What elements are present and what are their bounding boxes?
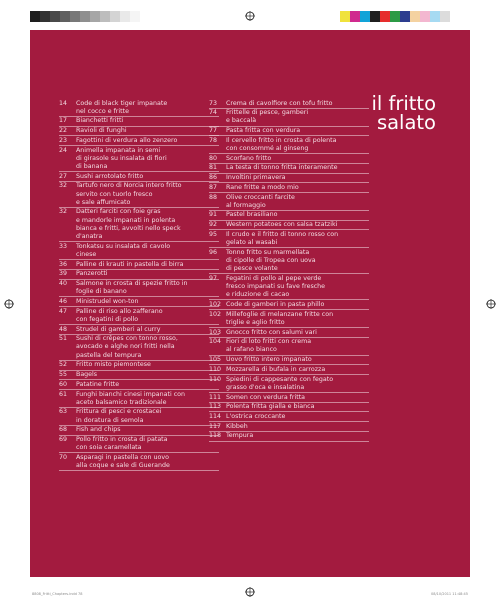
recipe-name: Spiedini di cappesante con fegato grasso d'oca e insalatina bbox=[226, 375, 334, 391]
recipe-name: Funghi bianchi cinesi impanati con aceto balsamico tradizionale bbox=[76, 390, 186, 406]
recipe-page-number: 24 bbox=[59, 146, 68, 154]
registration-mark-icon bbox=[245, 11, 255, 21]
recipe-index-entry bbox=[209, 422, 369, 432]
calibration-swatch bbox=[70, 11, 80, 22]
recipe-page-number: 36 bbox=[59, 260, 68, 268]
recipe-page-number: 105 bbox=[209, 356, 222, 364]
recipe-name: Salmone in crosta di spezie fritto in foglie di banano bbox=[76, 280, 188, 296]
recipe-page-number: 114 bbox=[209, 412, 222, 420]
calibration-swatch bbox=[60, 11, 70, 22]
recipe-name: Il crudo e il fritto di tonno rosso con gelato al wasabi bbox=[226, 230, 339, 247]
calibration-swatch bbox=[360, 11, 370, 22]
recipe-index-entry bbox=[209, 328, 369, 338]
recipe-index-entry bbox=[59, 146, 219, 172]
recipe-page-number: 22 bbox=[59, 127, 68, 135]
recipe-page-number: 39 bbox=[59, 270, 68, 278]
recipe-name: Asparagi in pastella con uovo alla coque e sale di Guerande bbox=[76, 453, 170, 470]
recipe-name: Panzerotti bbox=[76, 270, 108, 278]
recipe-page-number: 81 bbox=[209, 164, 218, 172]
recipe-page-number: 63 bbox=[59, 408, 68, 416]
recipe-name: Palline di krauti in pastella di birra bbox=[76, 260, 184, 268]
recipe-page-number: 87 bbox=[209, 183, 218, 191]
recipe-page-number: 51 bbox=[59, 335, 68, 343]
recipe-index-entry bbox=[209, 356, 369, 366]
recipe-page-number: 110 bbox=[209, 365, 222, 373]
recipe-page-number: 95 bbox=[209, 230, 218, 238]
recipe-index-entry bbox=[59, 335, 219, 361]
recipe-page-number: 27 bbox=[59, 172, 68, 180]
recipe-name: Pastel brasiliano bbox=[226, 211, 278, 219]
recipe-index-entry bbox=[209, 127, 369, 137]
calibration-swatch bbox=[430, 11, 440, 22]
calibration-swatch bbox=[340, 11, 350, 22]
recipe-page-number: 102 bbox=[209, 300, 222, 308]
recipe-page-number: 74 bbox=[209, 109, 218, 117]
registration-mark-icon bbox=[4, 299, 14, 309]
recipe-index-entry bbox=[59, 307, 219, 325]
recipe-name: Frittelle di pesce, gamberi e baccalà bbox=[226, 109, 309, 125]
recipe-index-entry bbox=[59, 453, 219, 471]
recipe-index-entry bbox=[59, 325, 219, 335]
calibration-swatch bbox=[40, 11, 50, 22]
recipe-index-left-column bbox=[59, 99, 219, 471]
recipe-index-entry bbox=[209, 403, 369, 413]
recipe-index-entry bbox=[59, 127, 219, 137]
recipe-index-entry bbox=[209, 230, 369, 248]
recipe-index-entry bbox=[209, 412, 369, 422]
calibration-swatch bbox=[30, 11, 40, 22]
recipe-page-number: 86 bbox=[209, 174, 218, 182]
recipe-name: Uovo fritto intero impanato bbox=[226, 356, 312, 364]
recipe-page-number: 104 bbox=[209, 338, 222, 346]
calibration-swatch bbox=[410, 11, 420, 22]
recipe-index-entry bbox=[59, 172, 219, 182]
recipe-index-entry bbox=[59, 99, 219, 117]
recipe-page-number: 23 bbox=[59, 136, 68, 144]
recipe-name: Mozzarella di bufala in carrozza bbox=[226, 365, 326, 373]
color-calibration-bar bbox=[340, 11, 450, 22]
recipe-page-number: 61 bbox=[59, 390, 68, 398]
recipe-name: Patatine fritte bbox=[76, 380, 120, 388]
recipe-name: Gnocco fritto con salumi vari bbox=[226, 328, 317, 336]
recipe-name: Frittura di pesci e crostacei in doratura di semola bbox=[76, 408, 162, 424]
recipe-page-number: 17 bbox=[59, 117, 68, 125]
registration-mark-icon bbox=[245, 587, 255, 597]
calibration-swatch bbox=[80, 11, 90, 22]
recipe-page-number: 46 bbox=[59, 297, 68, 305]
recipe-name: Tartufo nero di Norcia intero fritto servito con tuorlo fresco e sale affumicato bbox=[76, 182, 182, 206]
recipe-name: Olive croccanti farcite al formaggio bbox=[226, 193, 295, 209]
recipe-index-entry bbox=[209, 248, 369, 274]
registration-mark-icon bbox=[486, 299, 496, 309]
recipe-name: Polenta fritta gialla e bianca bbox=[226, 403, 315, 411]
recipe-index-entry bbox=[209, 154, 369, 164]
recipe-page-number: 48 bbox=[59, 325, 68, 333]
recipe-name: Palline di riso allo zafferano con fegatini di pollo bbox=[76, 307, 163, 323]
recipe-name: Sushi di crêpes con tonno rosso, avocado e alghe nori fritti nella pastella del tempura bbox=[76, 335, 178, 359]
grayscale-calibration-bar bbox=[30, 11, 140, 22]
recipe-name: Bagels bbox=[76, 371, 98, 379]
recipe-page-number: 68 bbox=[59, 426, 68, 434]
calibration-swatch bbox=[370, 11, 380, 22]
recipe-name: Kibbeh bbox=[226, 422, 248, 430]
recipe-index-entry bbox=[209, 432, 369, 442]
recipe-index-entry bbox=[59, 380, 219, 390]
recipe-page-number: 103 bbox=[209, 328, 222, 336]
recipe-page-number: 40 bbox=[59, 280, 68, 288]
recipe-index-entry bbox=[209, 375, 369, 393]
recipe-page-number: 52 bbox=[59, 361, 68, 369]
recipe-page-number: 102 bbox=[209, 310, 222, 318]
recipe-index-entry bbox=[59, 390, 219, 408]
recipe-name: Fish and chips bbox=[76, 426, 121, 434]
recipe-name: Tempura bbox=[226, 432, 254, 440]
recipe-index-entry bbox=[59, 270, 219, 280]
recipe-index-entry bbox=[59, 297, 219, 307]
recipe-page-number: 117 bbox=[209, 422, 222, 430]
recipe-page-number: 73 bbox=[209, 99, 218, 107]
recipe-page-number: 47 bbox=[59, 307, 68, 315]
calibration-swatch bbox=[120, 11, 130, 22]
calibration-swatch bbox=[350, 11, 360, 22]
recipe-index-entry bbox=[209, 393, 369, 403]
recipe-index-entry bbox=[59, 182, 219, 208]
recipe-name: Tonno fritto su marmellata di cipolle di Tropea con uova di pesce volante bbox=[226, 248, 316, 273]
calibration-swatch bbox=[420, 11, 430, 22]
recipe-index-entry bbox=[209, 365, 369, 375]
recipe-index-entry bbox=[59, 371, 219, 381]
recipe-name: Millefoglie di melanzane fritte con triglie e aglio fritto bbox=[226, 310, 334, 326]
recipe-name: Code di gamberi in pasta phillo bbox=[226, 300, 325, 308]
recipe-page-number: 32 bbox=[59, 182, 68, 190]
recipe-index-entry bbox=[59, 408, 219, 426]
recipe-name: Involtini primavera bbox=[226, 174, 286, 182]
print-slug-filename: 8808_Fritti_Chapters.indd 78 bbox=[32, 592, 83, 596]
recipe-name: Pollo fritto in crosta di patata con soia caramellata bbox=[76, 436, 168, 452]
recipe-index-entry bbox=[209, 174, 369, 184]
chapter-page bbox=[30, 30, 470, 577]
recipe-index-entry bbox=[209, 221, 369, 231]
recipe-page-number: 111 bbox=[209, 393, 222, 401]
recipe-name: Rane fritte a modo mio bbox=[226, 183, 299, 191]
recipe-name: La testa di tonno fritta interamente bbox=[226, 164, 338, 172]
recipe-name: Fritto misto piemontese bbox=[76, 361, 151, 369]
recipe-name: Pasta fritta con verdura bbox=[226, 127, 301, 135]
recipe-name: Bianchetti fritti bbox=[76, 117, 124, 125]
recipe-name: Fiori di loto fritti con crema al rafano bianco bbox=[226, 338, 312, 354]
recipe-name: Strudel di gamberi al curry bbox=[76, 325, 161, 333]
recipe-index-entry bbox=[59, 136, 219, 146]
calibration-swatch bbox=[400, 11, 410, 22]
recipe-name: Scorfano fritto bbox=[226, 154, 272, 162]
recipe-page-number: 32 bbox=[59, 208, 68, 216]
calibration-swatch bbox=[440, 11, 450, 22]
recipe-page-number: 77 bbox=[209, 127, 218, 135]
recipe-page-number: 70 bbox=[59, 453, 68, 461]
recipe-index-entry bbox=[209, 338, 369, 356]
recipe-index-entry bbox=[59, 361, 219, 371]
recipe-index-entry bbox=[209, 310, 369, 328]
recipe-name: Ravioli di funghi bbox=[76, 127, 127, 135]
recipe-index-entry bbox=[59, 280, 219, 298]
recipe-name: Fagottini di verdura allo zenzero bbox=[76, 136, 178, 144]
recipe-name: Western potatoes con salsa tzatziki bbox=[226, 221, 338, 229]
recipe-page-number: 92 bbox=[209, 221, 218, 229]
calibration-swatch bbox=[110, 11, 120, 22]
recipe-index-entry bbox=[209, 136, 369, 154]
recipe-index-entry bbox=[209, 99, 369, 109]
chapter-title: il fritto salato bbox=[371, 92, 436, 134]
recipe-page-number: 14 bbox=[59, 99, 68, 107]
calibration-swatch bbox=[130, 11, 140, 22]
calibration-swatch bbox=[380, 11, 390, 22]
recipe-page-number: 60 bbox=[59, 380, 68, 388]
recipe-page-number: 118 bbox=[209, 432, 222, 440]
recipe-page-number: 113 bbox=[209, 403, 222, 411]
recipe-name: Animella impanata in semi di girasole su insalata di fiori di banana bbox=[76, 146, 167, 170]
recipe-index-right-column bbox=[209, 99, 369, 442]
recipe-page-number: 55 bbox=[59, 371, 68, 379]
recipe-index-entry bbox=[59, 117, 219, 127]
recipe-index-entry bbox=[209, 109, 369, 127]
recipe-index-entry bbox=[59, 436, 219, 454]
recipe-index-entry bbox=[209, 193, 369, 211]
calibration-swatch bbox=[390, 11, 400, 22]
recipe-index-entry bbox=[209, 274, 369, 300]
recipe-name: Fegatini di pollo al pepe verde fresco impanati su fave fresche e riduzione di cacao bbox=[226, 274, 326, 299]
recipe-page-number: 96 bbox=[209, 248, 218, 256]
recipe-index-entry bbox=[209, 300, 369, 310]
recipe-page-number: 78 bbox=[209, 136, 218, 144]
recipe-name: Somen con verdura fritta bbox=[226, 393, 306, 401]
recipe-index-entry bbox=[59, 208, 219, 242]
recipe-index-entry bbox=[209, 211, 369, 221]
recipe-name: Ministrudel won-ton bbox=[76, 297, 139, 305]
recipe-name: Tonkatsu su insalata di cavolo cinese bbox=[76, 242, 171, 258]
recipe-page-number: 110 bbox=[209, 375, 222, 383]
recipe-name: L'ostrica croccante bbox=[226, 412, 286, 420]
recipe-page-number: 33 bbox=[59, 242, 68, 250]
recipe-name: Il cervello fritto in crosta di polenta con consommé al ginseng bbox=[226, 136, 337, 153]
recipe-page-number: 88 bbox=[209, 193, 218, 201]
recipe-page-number: 80 bbox=[209, 154, 218, 162]
recipe-name: Sushi arrotolato fritto bbox=[76, 172, 144, 180]
calibration-swatch bbox=[90, 11, 100, 22]
recipe-index-entry bbox=[209, 183, 369, 193]
recipe-index-entry bbox=[59, 242, 219, 260]
recipe-name: Datteri farciti con foie gras e mandorle impanati in polenta bianca e fritti, avvolti nello speck d'anatra bbox=[76, 208, 181, 241]
calibration-swatch bbox=[100, 11, 110, 22]
recipe-name: Code di black tiger impanate nel cocco e fritte bbox=[76, 99, 168, 115]
recipe-name: Crema di cavolfiore con tofu fritto bbox=[226, 99, 333, 107]
print-slug-timestamp: 08/10/2011 11:48:45 bbox=[430, 592, 468, 596]
recipe-index-entry bbox=[209, 164, 369, 174]
recipe-index-entry bbox=[59, 260, 219, 270]
calibration-swatch bbox=[50, 11, 60, 22]
recipe-page-number: 69 bbox=[59, 436, 68, 444]
recipe-index-entry bbox=[59, 426, 219, 436]
recipe-page-number: 97 bbox=[209, 274, 218, 282]
recipe-page-number: 91 bbox=[209, 211, 218, 219]
